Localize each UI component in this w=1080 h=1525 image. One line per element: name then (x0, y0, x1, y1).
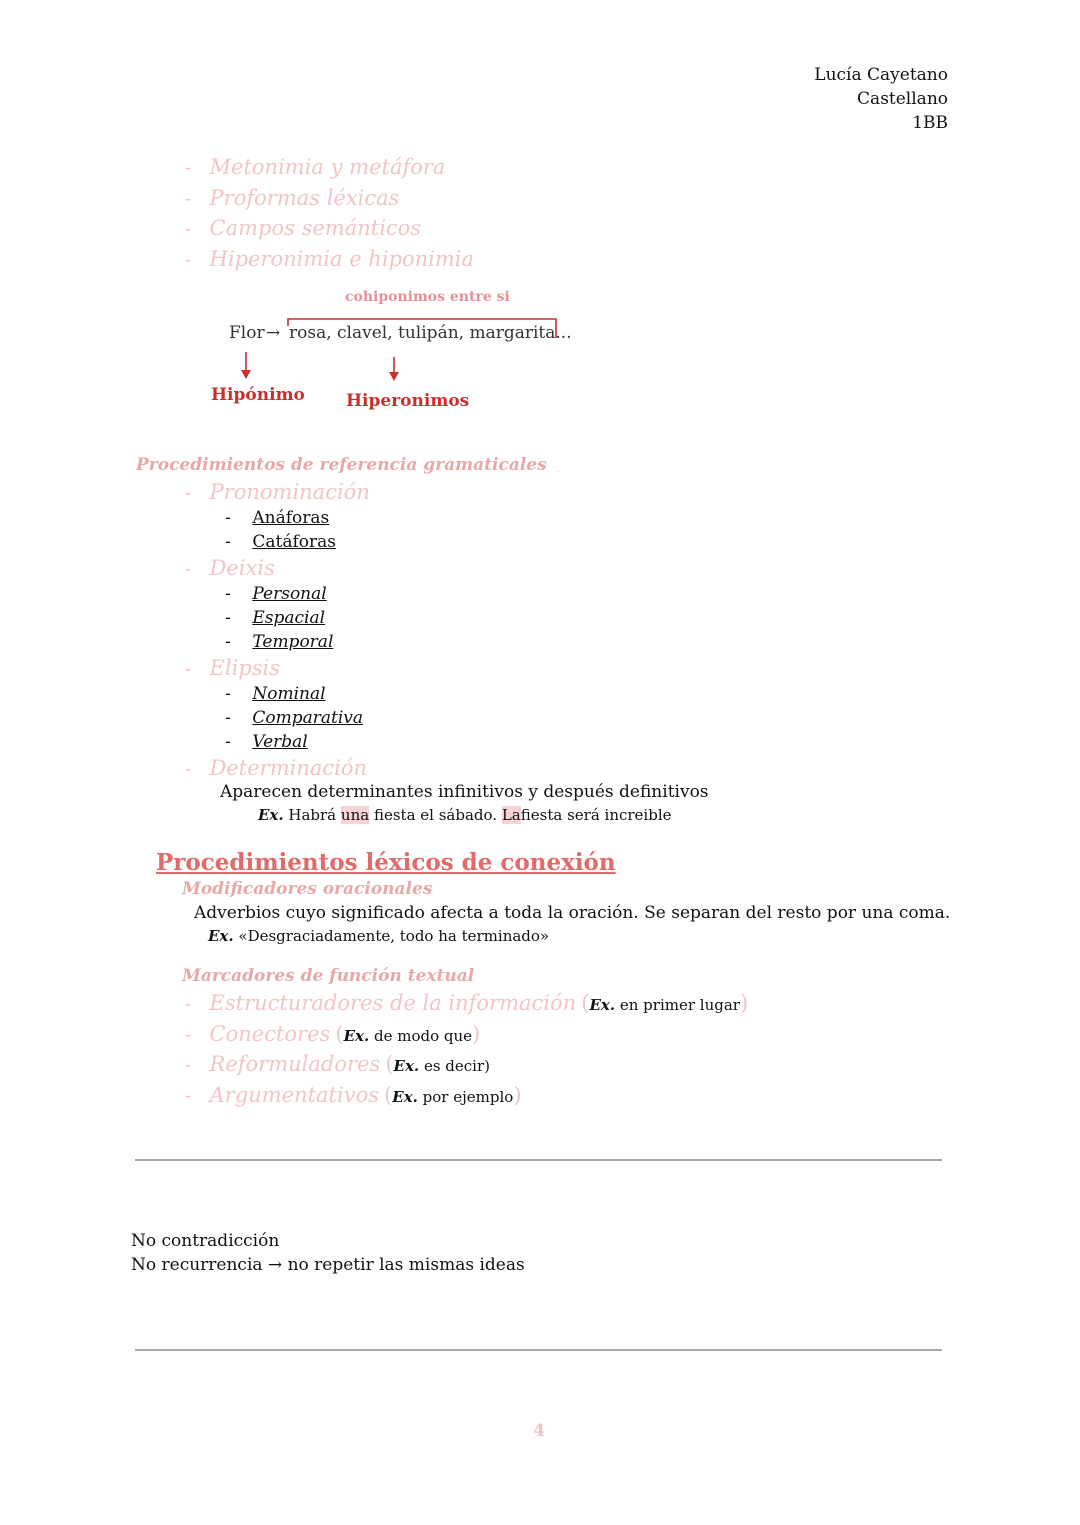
marcadores-list (185, 989, 748, 1111)
lexical-procedures-list (185, 153, 474, 275)
marcadores-heading: Marcadores de función textual (182, 966, 475, 986)
hyperonym-label: Hiperonimos (346, 391, 470, 411)
note-line: No contradicción (131, 1231, 280, 1251)
determinacion-example: Ex. Habrá una fiesta el sábado. Lafiesta será increible (258, 806, 672, 824)
modificadores-heading: Modificadores oracionales (182, 879, 433, 899)
list-item (185, 554, 370, 582)
determinacion-text: Aparecen determinantes infinitivos y después definitivos (220, 782, 709, 802)
list-item (185, 478, 370, 506)
diagram-arrow: → (266, 323, 281, 343)
group-label: Pronominación (209, 480, 370, 504)
grammatical-list (185, 478, 370, 782)
list-item (185, 654, 370, 682)
hyponymy-diagram (200, 280, 580, 420)
list-item: - Argumentativos (Ex. por ejemplo) (185, 1082, 522, 1107)
list-item: - Conectores (Ex. de modo que) (185, 1021, 481, 1046)
group-label: Determinación (209, 756, 368, 780)
list-item (185, 153, 474, 184)
sublist-item: - Espacial (225, 608, 326, 628)
page-header (814, 63, 948, 135)
sublist (185, 582, 370, 654)
modificadores-text: Adverbios cuyo significado afecta a toda la oración. Se separan del resto por una coma. (194, 903, 951, 923)
cohyponyms-label: cohiponimos entre si (345, 289, 510, 305)
diagram-items: rosa, clavel, tulipán, margarita... (289, 323, 572, 343)
grammatical-heading: Procedimientos de referencia gramaticales (136, 455, 547, 475)
dash-bullet: - (185, 187, 210, 210)
dash-bullet: - (185, 558, 210, 580)
arrow-down-icon (389, 372, 399, 381)
sublist (185, 682, 370, 754)
dash-bullet: - (185, 218, 210, 240)
dash-bullet: - (185, 248, 210, 271)
sublist-item: - Anáforas (225, 508, 330, 528)
subject-name: Castellano (857, 89, 948, 109)
page-number: 4 (533, 1421, 545, 1441)
list-item (185, 245, 474, 276)
dash-bullet: - (185, 482, 210, 504)
sublist-item: - Catáforas (225, 532, 336, 552)
arrow-down-icon (241, 370, 251, 379)
list-item: - Reformuladores (Ex. es decir) (185, 1052, 490, 1076)
class-name: 1BB (912, 113, 948, 133)
list-item-label: Hiperonimia e hiponimia (209, 246, 475, 271)
hyponym-label: Hipónimo (211, 385, 305, 405)
notes (131, 1229, 525, 1277)
sublist (185, 506, 370, 554)
list-item-label: Metonimia y metáfora (209, 155, 446, 179)
divider (135, 1349, 942, 1351)
note-line: No recurrencia → no repetir las mismas ideas (131, 1255, 525, 1275)
list-item-label: Proformas léxicas (209, 185, 400, 210)
sublist-item: - Personal (225, 584, 327, 604)
list-item (185, 184, 474, 215)
dash-bullet: - (185, 658, 210, 680)
list-item (185, 214, 474, 245)
group-label: Elipsis (209, 656, 281, 680)
modificadores-example: Ex. «Desgraciadamente, todo ha terminado» (208, 927, 550, 945)
diagram-root: Flor (229, 323, 265, 343)
sublist-item: - Verbal (225, 732, 308, 752)
sublist-item: - Comparativa (225, 708, 364, 728)
dash-bullet: - (185, 157, 210, 179)
sublist-item: - Nominal (225, 684, 326, 704)
author-name: Lucía Cayetano (814, 65, 948, 85)
list-item-label: Campos semánticos (209, 216, 422, 240)
list-item (185, 754, 370, 782)
dash-bullet: - (185, 758, 210, 780)
list-item: - Estructuradores de la información (Ex. en primer lugar) (185, 991, 749, 1015)
connection-heading: Procedimientos léxicos de conexión (156, 849, 616, 876)
divider (135, 1159, 942, 1161)
sublist-item: - Temporal (225, 632, 334, 652)
group-label: Deixis (209, 556, 275, 580)
